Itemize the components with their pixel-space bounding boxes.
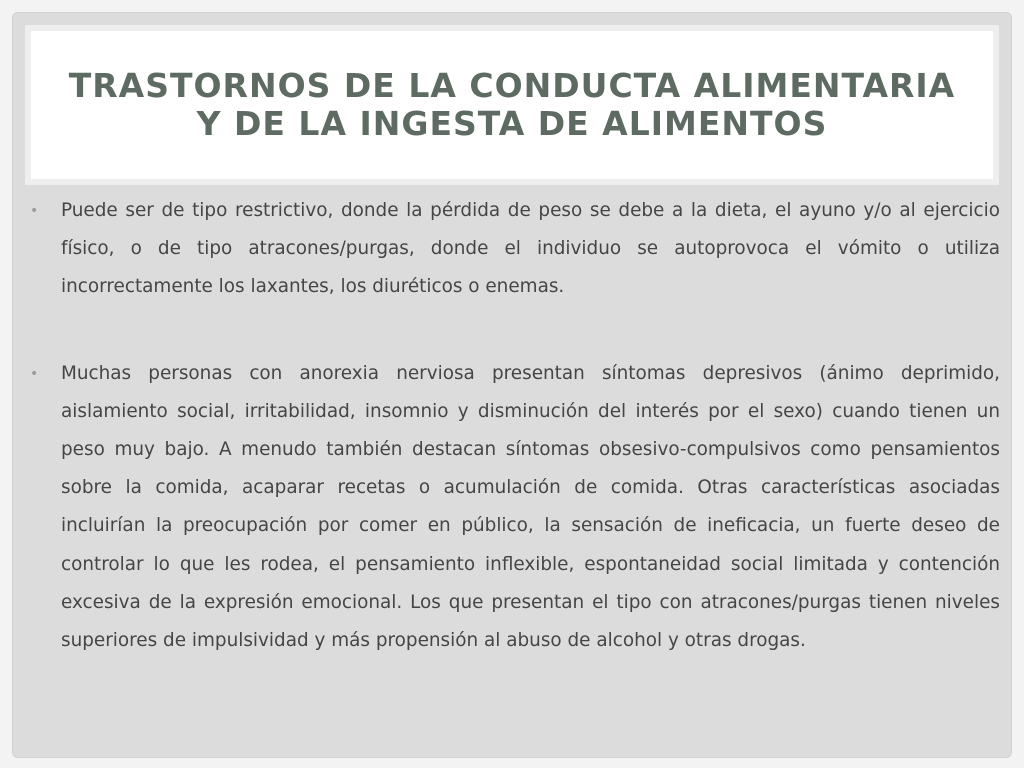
slide-title-line-1: TRASTORNOS DE LA CONDUCTA ALIMENTARIA	[68, 66, 956, 105]
bullet-text: Muchas personas con anorexia nerviosa presentan síntomas depresivos (ánimo deprimido, aislamiento social, irritabilidad, insomnio y disminución del interés por el sexo) cuando tienen un peso muy bajo. A menudo también destacan síntomas obsesivo-compulsivos como pensamientos sobre la comida, acaparar recetas o acumulación de comida. Otras características asociadas incluirían la preocupación por comer en público, la sensación de ineficacia, un fuerte deseo de controlar lo que les rodea, el pensamiento inflexible, espontaneidad social limitada y contención excesiva de la expresión emocional. Los que presentan el tipo con atracones/purgas tienen niveles superiores de impulsividad y más propensión al abuso de alcohol y otras drogas.	[61, 362, 1000, 652]
bullet-item	[30, 192, 1000, 307]
bullet-item	[30, 355, 1000, 661]
bullet-text: Puede ser de tipo restrictivo, donde la pérdida de peso se debe a la dieta, el ayuno y/o al ejercicio físico, o de tipo atracones/purgas, donde el individuo se autoprovoca el vómito o utiliza incorrectamente los laxantes, los diuréticos o enemas.	[61, 200, 1000, 298]
slide-title-line-2: Y DE LA INGESTA DE ALIMENTOS	[196, 104, 828, 143]
bullet-marker-icon: •	[30, 203, 39, 219]
slide-body	[30, 192, 1000, 660]
bullet-marker-icon: •	[30, 365, 39, 382]
title-box	[31, 31, 993, 179]
slide	[12, 12, 1012, 758]
slide-title	[69, 67, 955, 143]
